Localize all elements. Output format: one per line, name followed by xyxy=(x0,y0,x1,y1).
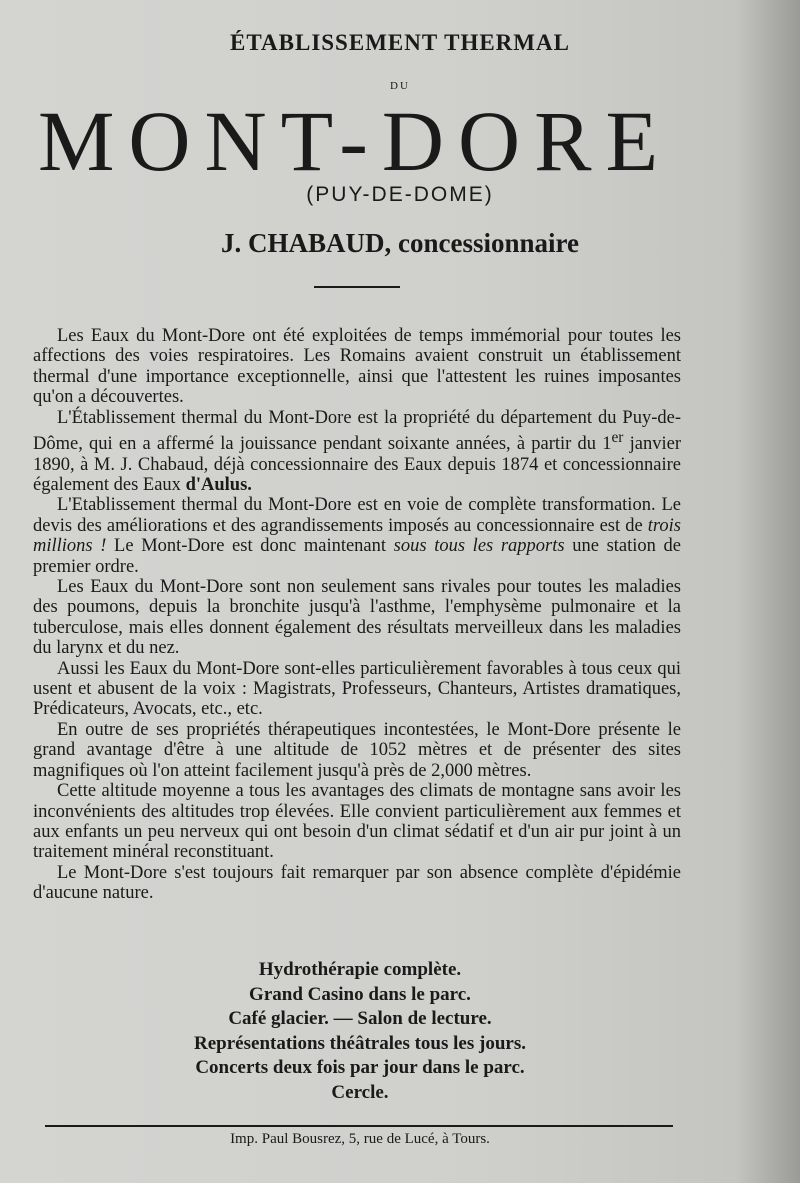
body-text xyxy=(33,326,681,904)
service-item: Cercle. xyxy=(331,1081,389,1103)
divider-footer xyxy=(45,1125,673,1127)
header-establishment: ÉTABLISSEMENT THERMAL xyxy=(230,30,570,55)
paragraph: Le Mont-Dore s'est toujours fait remarquer par son absence complète d'épidémie d'aucune nature. xyxy=(33,862,681,904)
paragraph: L'Etablissement thermal du Mont-Dore est en voie de complète transformation. Le devis des améliorations et des agrandissements imposés au concessionnaire est de trois millions ! Le Mont-Dore est donc maintenant sous tous les rapports une station de premier ordre. xyxy=(33,495,682,577)
imprint-line: Imp. Paul Bousrez, 5, rue de Lucé, à Tours. xyxy=(230,1131,490,1147)
paragraph: Aussi les Eaux du Mont-Dore sont-elles particulièrement favorables à tous ceux qui usent et abusent de la voix : Magistrats, Professeurs, Chanteurs, Artistes dramatiques, Prédicateurs, Avocats, etc., etc. xyxy=(33,658,681,720)
page-title: MONT-DORE xyxy=(37,93,673,189)
concessionnaire-line: J. CHABAUD, concessionnaire xyxy=(220,228,579,258)
paragraph: Les Eaux du Mont-Dore sont non seulement sans rivales pour toutes les maladies des poumons, depuis la bronchite jusqu'à l'asthme, l'emphysème pulmonaire et la tuberculose, mais elles donnent également des résultats merveilleux dans les maladies du larynx et du nez. xyxy=(33,577,681,659)
service-item: Hydrothérapie complète. xyxy=(258,959,462,980)
divider-short xyxy=(314,286,400,288)
service-item: Grand Casino dans le parc. xyxy=(249,983,471,1005)
page-subtitle: (PUY-DE-DOME) xyxy=(306,183,494,206)
paragraph: Les Eaux du Mont-Dore ont été exploitées de temps immémorial pour toutes les affections des voies respiratoires. Les Romains avaient construit un établissement thermal d'une importance exceptionnelle, ainsi que l'attestent les ruines imposantes qu'on a découvertes. xyxy=(33,326,681,408)
service-item: Concerts deux fois par jour dans le parc. xyxy=(195,1057,525,1078)
services-list xyxy=(0,958,720,1105)
header-du: DU xyxy=(390,80,410,92)
paragraph: En outre de ses propriétés thérapeutiques incontestées, le Mont-Dore présente le grand avantage d'être à une altitude de 1052 mètres et de présenter des sites magnifiques où l'on atteint facilement jusqu'à près de 2,000 mètres. xyxy=(33,719,681,781)
paragraph: L'Établissement thermal du Mont-Dore est la propriété du département du Puy-de-Dôme, qui en a affermé la jouissance pendant soixante années, à partir du 1er janvier 1890, à M. J. Chabaud, déjà concessionnaire des Eaux depuis 1874 et concessionnaire également des Eaux d'Aulus. xyxy=(33,407,681,495)
paragraph: Cette altitude moyenne a tous les avantages des climats de montagne sans avoir les inconvénients des altitudes trop élevées. Elle convient particulièrement aux femmes et aux enfants un peu nerveux qui ont besoin d'un climat sédatif et d'un air pur joint à un traitement minéral reconstituant. xyxy=(33,781,681,863)
service-item: Représentations théâtrales tous les jours. xyxy=(194,1032,526,1054)
service-item: Café glacier. — Salon de lecture. xyxy=(228,1008,492,1029)
